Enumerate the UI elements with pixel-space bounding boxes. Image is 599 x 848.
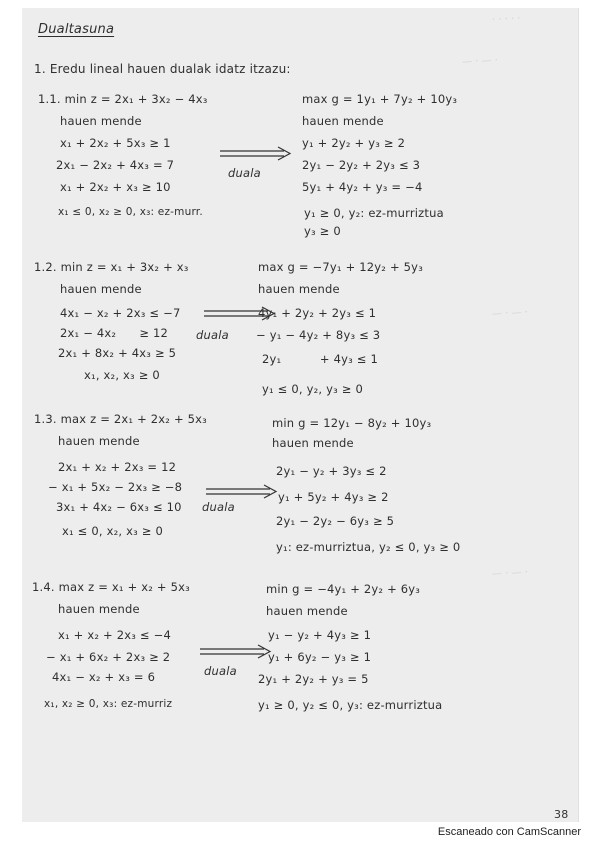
dual-constraint: y₁ + 2y₂ + y₃ ≥ 2 [302,136,406,150]
dual-constraint: 2y₁ − 2y₂ − 6y₃ ≥ 5 [276,514,395,528]
primal-subject-to: hauen mende [60,282,142,296]
dual-sign-conditions: y₁: ez-murriztua, y₂ ≤ 0, y₃ ≥ 0 [276,540,461,554]
dual-arrow [218,146,294,162]
primal-sign-conditions: x₁, x₂, x₃ ≥ 0 [84,368,160,382]
dual-constraint: y₁ + 5y₂ + 4y₃ ≥ 2 [278,490,389,504]
dual-subject-to: hauen mende [266,604,348,618]
arrow-label: duala [228,166,261,180]
dual-constraint: 4y₁ + 2y₂ + 2y₃ ≤ 1 [258,306,377,320]
dual-objective: max g = −7y₁ + 12y₂ + 5y₃ [258,260,424,274]
primal-constraint: 4x₁ − x₂ + x₃ = 6 [52,670,156,684]
dual-objective: min g = 12y₁ − 8y₂ + 10y₃ [272,416,432,430]
dual-arrow [198,644,274,660]
primal-constraint: 3x₁ + 4x₂ − 6x₃ ≤ 10 [56,500,182,514]
dual-objective: max g = 1y₁ + 7y₂ + 10y₃ [302,92,458,106]
dual-constraint: y₁ − y₂ + 4y₃ ≥ 1 [268,628,372,642]
dual-sign-conditions: y₁ ≥ 0, y₂ ≤ 0, y₃: ez-murriztua [258,698,443,712]
dual-constraint: 5y₁ + 4y₂ + y₃ = −4 [302,180,423,194]
primal-constraint: 2x₁ + x₂ + 2x₃ = 12 [58,460,177,474]
dual-constraint: 2y₁ + 2y₂ + y₃ = 5 [258,672,369,686]
primal-constraint: x₁ + x₂ + 2x₃ ≤ −4 [58,628,171,642]
bleed-through-mark: — · — · [491,567,529,580]
primal-constraint: 2x₁ − 2x₂ + 4x₃ = 7 [56,158,175,172]
dual-constraint: − y₁ − 4y₂ + 8y₃ ≤ 3 [256,328,381,342]
primal-subject-to: hauen mende [58,434,140,448]
bleed-through-mark: — · — · [491,307,529,320]
dual-sign-conditions: y₃ ≥ 0 [304,224,341,238]
primal-constraint: 2x₁ + 8x₂ + 4x₃ ≥ 5 [58,346,177,360]
dual-constraint: y₁ + 6y₂ − y₃ ≥ 1 [268,650,372,664]
page-title: Dualtasuna [38,22,115,37]
bleed-through-mark: — · — · [461,55,499,68]
primal-objective: 1.3. max z = 2x₁ + 2x₂ + 5x₃ [34,412,207,426]
primal-constraint: 4x₁ − x₂ + 2x₃ ≤ −7 [60,306,181,320]
dual-constraint: 2y₁ − 2y₂ + 2y₃ ≤ 3 [302,158,421,172]
primal-sign-conditions: x₁ ≤ 0, x₂ ≥ 0, x₃: ez-murr. [58,206,203,218]
dual-constraint: 2y₁ + 4y₃ ≤ 1 [262,352,378,366]
arrow-label: duala [204,664,237,678]
primal-constraint: − x₁ + 5x₂ − 2x₃ ≥ −8 [48,480,183,494]
primal-objective: 1.1. min z = 2x₁ + 3x₂ − 4x₃ [38,92,208,106]
primal-constraint: 2x₁ − 4x₂ ≥ 12 [60,326,169,340]
primal-constraint: x₁ + 2x₂ + 5x₃ ≥ 1 [60,136,171,150]
primal-sign-conditions: x₁ ≤ 0, x₂, x₃ ≥ 0 [62,524,163,538]
primal-objective: 1.2. min z = x₁ + 3x₂ + x₃ [34,260,189,274]
dual-sign-conditions: y₁ ≤ 0, y₂, y₃ ≥ 0 [262,382,363,396]
primal-constraint: − x₁ + 6x₂ + 2x₃ ≥ 2 [46,650,171,664]
dual-subject-to: hauen mende [258,282,340,296]
notebook-page [22,8,579,822]
dual-arrow [204,484,280,500]
dual-constraint: 2y₁ − y₂ + 3y₃ ≤ 2 [276,464,387,478]
arrow-label: duala [196,328,229,342]
bleed-through-mark: · · · · · [491,13,521,26]
page-number: 38 [554,808,569,821]
primal-subject-to: hauen mende [60,114,142,128]
primal-subject-to: hauen mende [58,602,140,616]
dual-subject-to: hauen mende [302,114,384,128]
exercise-heading: 1. Eredu lineal hauen dualak idatz itzazu: [34,62,291,76]
primal-constraint: x₁ + 2x₂ + x₃ ≥ 10 [60,180,171,194]
primal-objective: 1.4. max z = x₁ + x₂ + 5x₃ [32,580,190,594]
primal-sign-conditions: x₁, x₂ ≥ 0, x₃: ez-murriz [44,698,173,710]
scanner-footer: Escaneado con CamScanner [437,826,581,838]
dual-objective: min g = −4y₁ + 2y₂ + 6y₃ [266,582,421,596]
dual-subject-to: hauen mende [272,436,354,450]
dual-sign-conditions: y₁ ≥ 0, y₂: ez-murriztua [304,206,444,220]
arrow-label: duala [202,500,235,514]
